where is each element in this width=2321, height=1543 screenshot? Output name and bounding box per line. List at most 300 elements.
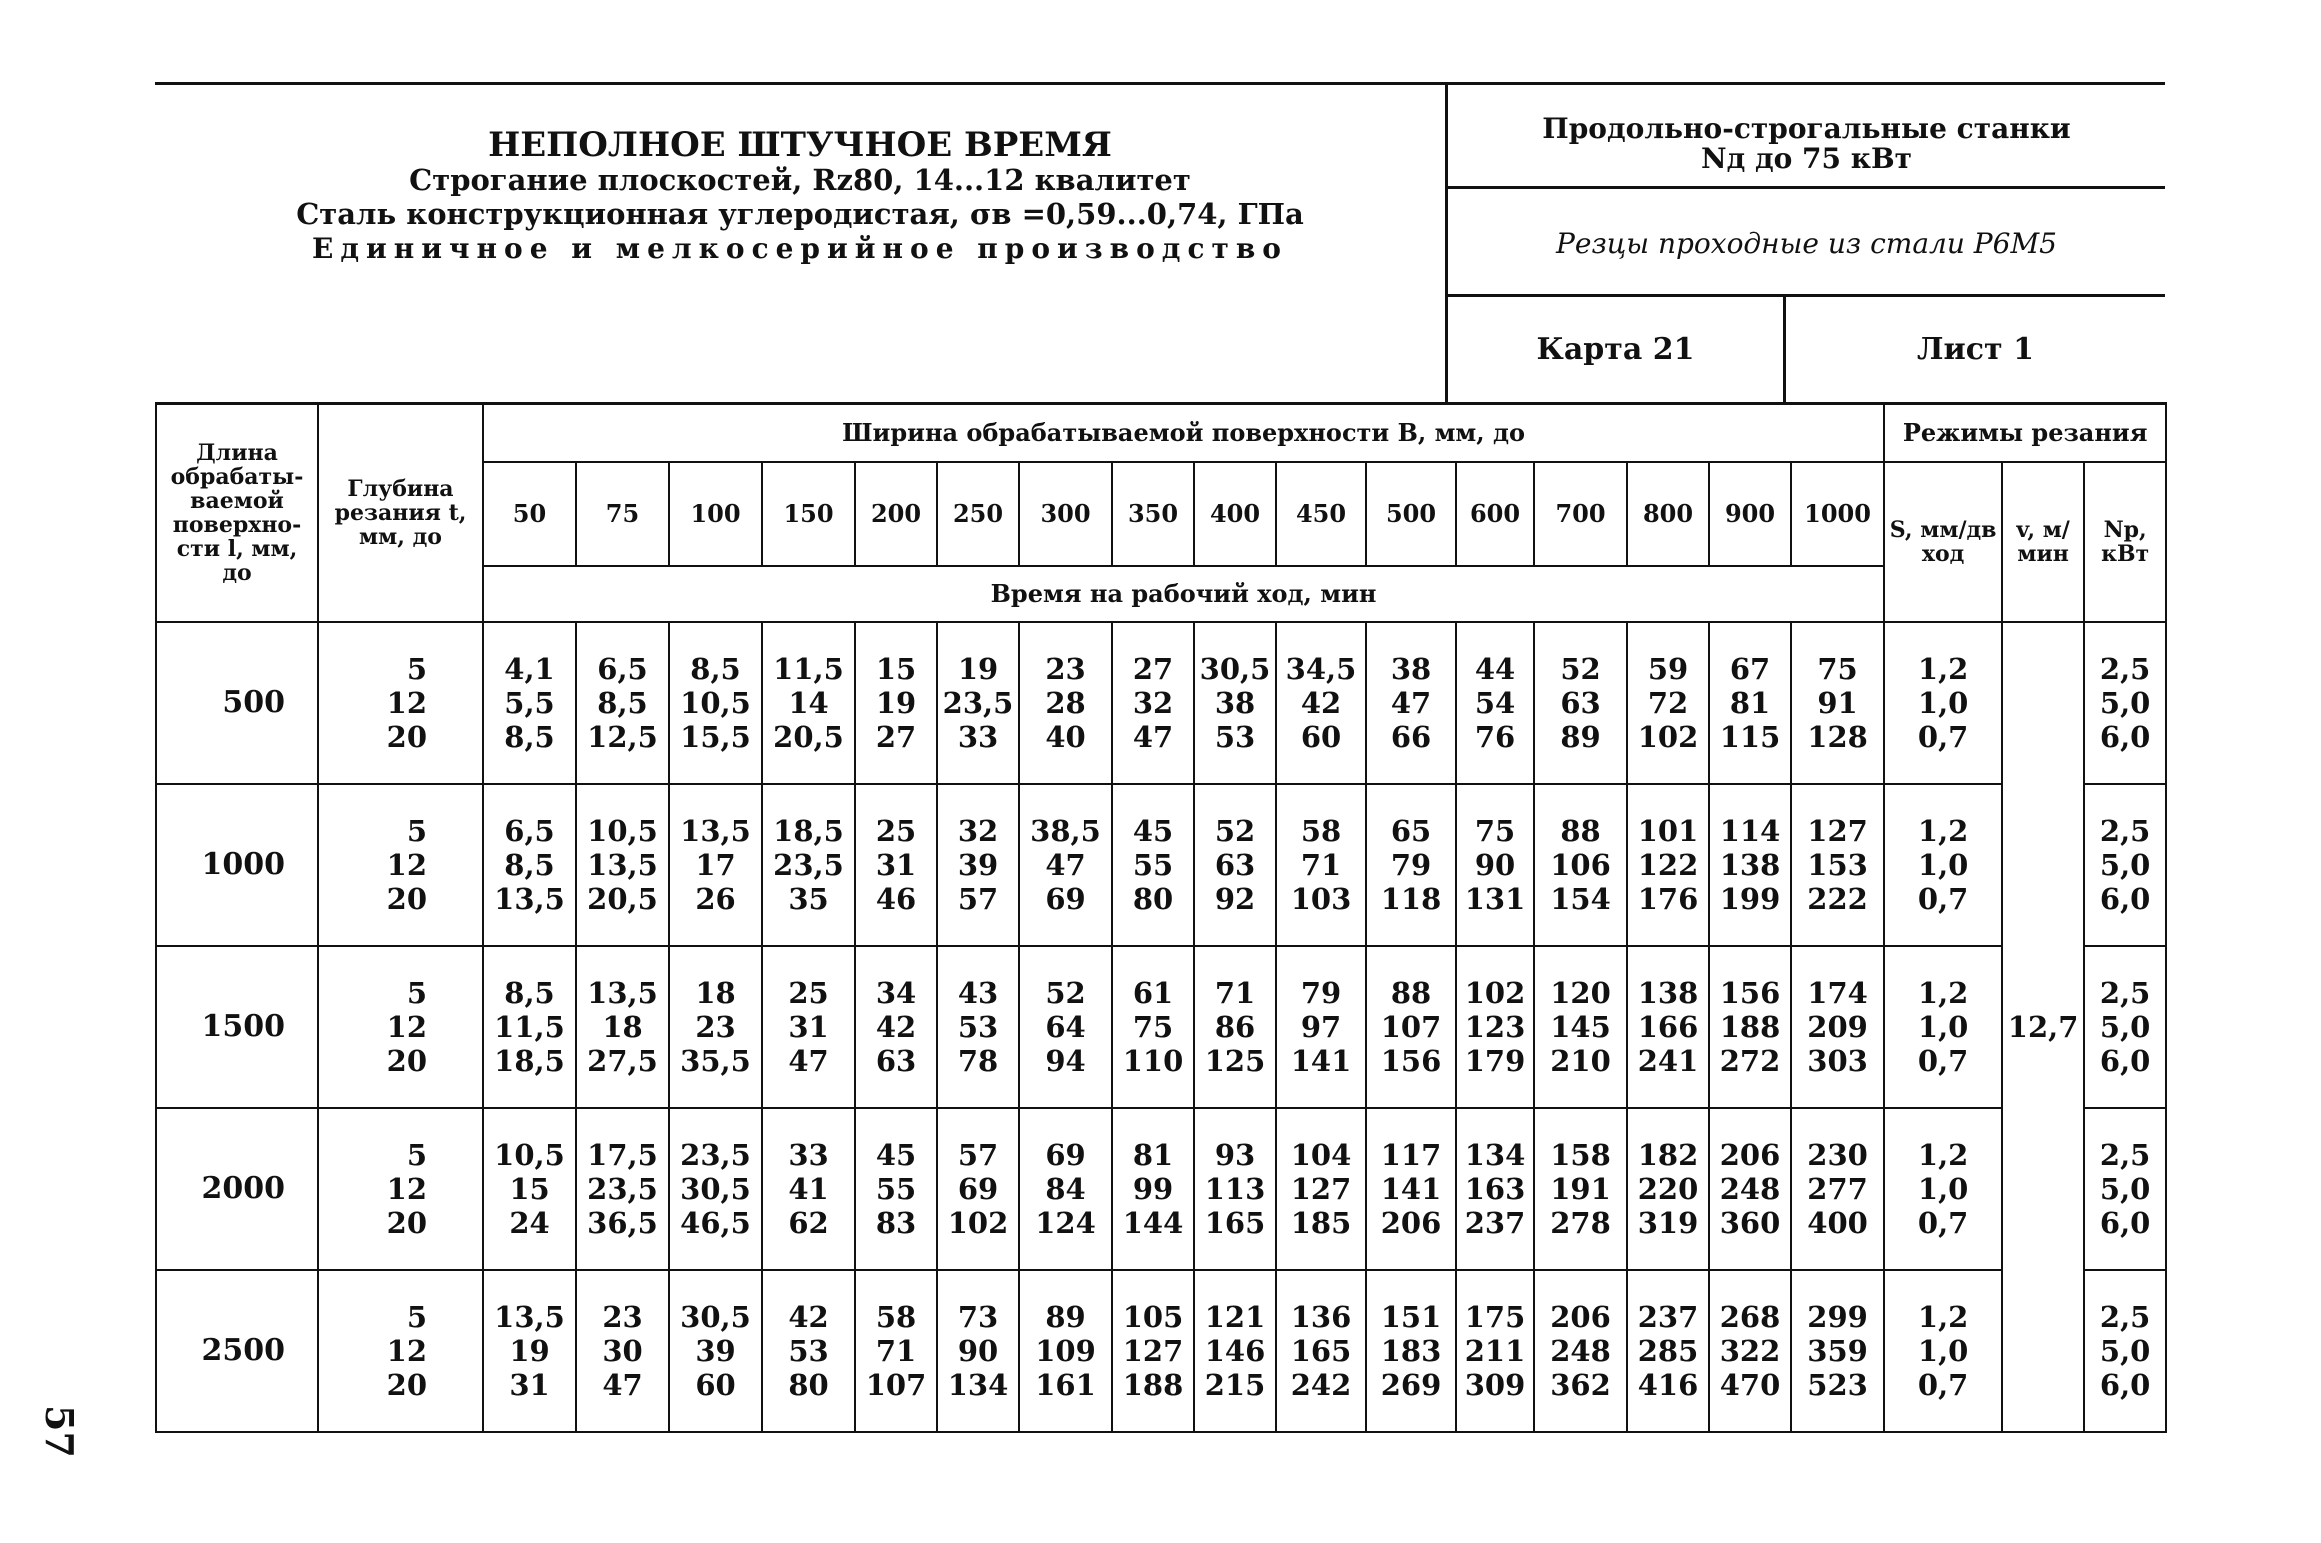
card-sheet-row [1448, 297, 2165, 402]
time-cell [1366, 622, 1456, 784]
table-row [156, 1108, 2166, 1270]
time-cell [762, 1108, 855, 1270]
time-cell-line: 23,5 [587, 1171, 658, 1206]
time-cell-line: 72 [1647, 685, 1689, 720]
table-row [156, 784, 2166, 946]
power-cell-line: 5,0 [2099, 685, 2151, 720]
time-cell-line: 120 [1550, 975, 1611, 1010]
time-cell-line: 18,5 [773, 813, 844, 848]
time-cell [1019, 622, 1112, 784]
time-cell [1627, 1270, 1709, 1432]
power-cell-line: 2,5 [2099, 1299, 2151, 1334]
time-cell-line: 55 [1132, 847, 1174, 882]
time-cell-line: 124 [1035, 1205, 1096, 1240]
depth-cell-line: 20 [386, 1043, 427, 1078]
time-cell-line: 28 [1045, 685, 1086, 720]
col-header-length [156, 404, 318, 622]
time-cell-line: 113 [1204, 1171, 1266, 1206]
time-cell-line: 106 [1550, 847, 1611, 882]
time-cell-line: 13,5 [587, 975, 658, 1010]
time-cell-line: 58 [1300, 813, 1342, 848]
page-title: НЕПОЛНОЕ ШТУЧНОЕ ВРЕМЯ [488, 125, 1112, 165]
feed-cell [1884, 1108, 2002, 1270]
time-cell-line: 163 [1464, 1171, 1526, 1206]
power-cell [2084, 622, 2166, 784]
time-cell-line: 11,5 [773, 651, 844, 686]
time-cell-line: 237 [1637, 1299, 1699, 1334]
time-cell [1276, 1108, 1366, 1270]
time-cell-line: 92 [1214, 881, 1256, 916]
time-cell-line: 69 [1045, 881, 1086, 916]
time-cell-line: 15 [875, 651, 917, 686]
time-cell [1366, 784, 1456, 946]
header-line-production: Единичное и мелкосерийное производство [312, 232, 1288, 265]
time-cell-line: 75 [1132, 1009, 1174, 1044]
time-cell-line: 161 [1035, 1367, 1096, 1402]
time-cell-line: 47 [1390, 685, 1432, 720]
time-cell-line: 183 [1380, 1333, 1442, 1368]
time-cell-line: 179 [1464, 1043, 1526, 1078]
time-cell-line: 58 [875, 1299, 917, 1334]
time-cell-line: 15,5 [680, 719, 751, 754]
time-cell [576, 622, 669, 784]
width-col-header: 800 [1627, 462, 1709, 566]
width-col-header: 350 [1112, 462, 1194, 566]
time-cell-line: 84 [1045, 1171, 1086, 1206]
time-cell-line: 145 [1550, 1009, 1611, 1044]
time-cell-line: 71 [1214, 975, 1256, 1010]
time-cell-line: 222 [1807, 881, 1868, 916]
time-cell [1112, 1270, 1194, 1432]
page-number: 57 [37, 1405, 82, 1458]
col-header-length-text: Длина обрабаты-ваемой поверхно-сти l, мм, до [170, 439, 304, 586]
time-cell-line: 400 [1807, 1205, 1868, 1240]
time-cell-line: 12,5 [587, 719, 658, 754]
power-cell-line: 5,0 [2099, 1333, 2151, 1368]
time-cell-line: 8,5 [690, 651, 741, 686]
time-cell-line: 103 [1290, 881, 1352, 916]
time-cell-line: 11,5 [494, 1009, 565, 1044]
time-cell-line: 62 [788, 1205, 829, 1240]
time-cell-line: 131 [1464, 881, 1526, 916]
time-cell-line: 88 [1560, 813, 1601, 848]
time-cell [483, 622, 576, 784]
time-cell-line: 52 [1560, 651, 1601, 686]
depth-cell-line: 12 [386, 1009, 427, 1044]
time-cell-line: 299 [1807, 1299, 1868, 1334]
length-cell: 500 [156, 622, 318, 784]
time-cell [762, 784, 855, 946]
time-cell [1709, 622, 1791, 784]
time-cell-line: 57 [957, 1137, 999, 1172]
time-cell-line: 102 [947, 1205, 1009, 1240]
time-cell-line: 211 [1464, 1333, 1526, 1368]
time-cell [855, 946, 937, 1108]
time-cell-line: 15 [509, 1171, 550, 1206]
feed-cell-line: 0,7 [1917, 1043, 1969, 1078]
feed-cell-line: 1,2 [1917, 651, 1969, 686]
time-cell-line: 359 [1807, 1333, 1868, 1368]
time-cell-line: 71 [875, 1333, 917, 1368]
time-cell-line: 206 [1380, 1205, 1442, 1240]
time-cell [762, 946, 855, 1108]
time-cell [1194, 946, 1276, 1108]
width-col-header: 900 [1709, 462, 1791, 566]
time-cell-line: 42 [788, 1299, 829, 1334]
time-cell-line: 362 [1550, 1367, 1611, 1402]
time-cell-line: 63 [1560, 685, 1601, 720]
time-cell-line: 18,5 [494, 1043, 565, 1078]
time-cell-line: 80 [1132, 881, 1174, 916]
time-cell-line: 30,5 [680, 1299, 751, 1334]
time-cell-line: 127 [1807, 813, 1868, 848]
depth-cell-line: 20 [386, 1367, 427, 1402]
time-cell [1627, 622, 1709, 784]
feed-cell-line: 1,0 [1917, 1009, 1969, 1044]
tool-info: Резцы проходные из стали Р6М5 [1448, 189, 2165, 297]
time-cell-line: 32 [957, 813, 999, 848]
time-cell-line: 38 [1214, 685, 1256, 720]
time-cell [1709, 1270, 1791, 1432]
time-cell-line: 23 [695, 1009, 736, 1044]
time-cell-line: 115 [1719, 719, 1781, 754]
time-cell-line: 52 [1214, 813, 1256, 848]
col-header-v: v, м/ мин [2002, 462, 2084, 622]
time-cell-line: 188 [1122, 1367, 1184, 1402]
time-cell-line: 35,5 [680, 1043, 751, 1078]
power-cell [2084, 946, 2166, 1108]
time-cell-line: 38,5 [1030, 813, 1101, 848]
time-cell [1112, 622, 1194, 784]
power-cell [2084, 784, 2166, 946]
time-cell-line: 41 [788, 1171, 829, 1206]
depth-cell-line: 5 [406, 975, 427, 1010]
time-cell-line: 34 [875, 975, 917, 1010]
time-cell-line: 127 [1290, 1171, 1352, 1206]
time-cell-line: 191 [1550, 1171, 1611, 1206]
width-col-header: 450 [1276, 462, 1366, 566]
time-cell-line: 277 [1807, 1171, 1868, 1206]
time-cell-line: 278 [1550, 1205, 1611, 1240]
time-cell [483, 1270, 576, 1432]
width-col-header: 50 [483, 462, 576, 566]
time-cell-line: 13,5 [587, 847, 658, 882]
time-cell [1276, 622, 1366, 784]
depth-cell-line: 5 [406, 1137, 427, 1172]
time-cell [855, 1270, 937, 1432]
time-cell-line: 59 [1647, 651, 1689, 686]
time-cell-line: 52 [1045, 975, 1086, 1010]
time-cell-line: 66 [1390, 719, 1432, 754]
time-cell-line: 23 [1045, 651, 1086, 686]
time-cell-line: 117 [1380, 1137, 1442, 1172]
time-cell-line: 523 [1807, 1367, 1868, 1402]
time-cell [1709, 784, 1791, 946]
time-cell-line: 24 [509, 1205, 550, 1240]
time-cell-line: 128 [1807, 719, 1868, 754]
power-cell-line: 5,0 [2099, 1009, 2151, 1044]
time-cell-line: 42 [1300, 685, 1342, 720]
feed-cell [1884, 784, 2002, 946]
time-cell-line: 19 [957, 651, 999, 686]
power-cell-line: 6,0 [2099, 1043, 2151, 1078]
time-cell-line: 156 [1719, 975, 1781, 1010]
time-cell [1276, 1270, 1366, 1432]
time-cell-line: 73 [957, 1299, 999, 1334]
time-cell-line: 114 [1719, 813, 1781, 848]
feed-cell-line: 1,0 [1917, 1333, 1969, 1368]
time-cell-line: 53 [1214, 719, 1256, 754]
time-cell [1791, 784, 1884, 946]
time-cell-line: 151 [1380, 1299, 1442, 1334]
time-cell [1791, 622, 1884, 784]
length-cell: 2000 [156, 1108, 318, 1270]
time-cell-line: 47 [602, 1367, 643, 1402]
time-cell-line: 60 [695, 1367, 736, 1402]
time-cell [1194, 1108, 1276, 1270]
feed-cell-line: 1,0 [1917, 847, 1969, 882]
time-cell-line: 13,5 [494, 881, 565, 916]
time-cell-line: 90 [1474, 847, 1516, 882]
depth-cell-line: 20 [386, 881, 427, 916]
width-col-header: 100 [669, 462, 762, 566]
time-cell-line: 19 [509, 1333, 550, 1368]
time-cell-line: 237 [1464, 1205, 1526, 1240]
width-col-header: 150 [762, 462, 855, 566]
time-cell-line: 107 [1380, 1009, 1442, 1044]
feed-cell-line: 1,2 [1917, 1299, 1969, 1334]
time-cell [669, 1108, 762, 1270]
time-cell-line: 43 [957, 975, 999, 1010]
time-cell-line: 25 [788, 975, 829, 1010]
time-cell-line: 32 [1132, 685, 1174, 720]
time-cell [1456, 1108, 1534, 1270]
time-cell-line: 165 [1204, 1205, 1266, 1240]
time-cell-line: 61 [1132, 975, 1174, 1010]
width-col-header: 75 [576, 462, 669, 566]
depth-cell-line: 12 [386, 1333, 427, 1368]
header-line-material: Сталь конструкционная углеродистая, σв =0,59...0,74, ГПа [296, 197, 1304, 231]
time-cell [1456, 946, 1534, 1108]
time-cell [1709, 946, 1791, 1108]
time-cell-line: 158 [1550, 1137, 1611, 1172]
depth-cell [318, 1270, 483, 1432]
time-cell-line: 175 [1464, 1299, 1526, 1334]
time-cell-line: 123 [1464, 1009, 1526, 1044]
time-cell-line: 122 [1637, 847, 1699, 882]
time-cell-line: 166 [1637, 1009, 1699, 1044]
power-cell-line: 2,5 [2099, 651, 2151, 686]
time-cell [1112, 946, 1194, 1108]
time-cell-line: 220 [1637, 1171, 1699, 1206]
time-cell [1627, 1108, 1709, 1270]
feed-cell-line: 1,2 [1917, 975, 1969, 1010]
time-cell [1456, 1270, 1534, 1432]
time-header: Время на рабочий ход, мин [483, 566, 1884, 622]
time-cell [1366, 1270, 1456, 1432]
time-cell-line: 8,5 [504, 975, 555, 1010]
time-cell-line: 107 [865, 1367, 927, 1402]
time-cell-line: 36,5 [587, 1205, 658, 1240]
time-cell-line: 141 [1380, 1171, 1442, 1206]
time-cell-line: 6,5 [597, 651, 648, 686]
speed-cell: 12,7 [2002, 622, 2084, 1432]
time-cell-line: 210 [1550, 1043, 1611, 1078]
time-cell-line: 10,5 [680, 685, 751, 720]
time-cell-line: 102 [1464, 975, 1526, 1010]
time-cell [483, 946, 576, 1108]
time-cell-line: 105 [1122, 1299, 1184, 1334]
time-cell [1456, 784, 1534, 946]
time-cell-line: 319 [1637, 1205, 1699, 1240]
time-cell-line: 20,5 [587, 881, 658, 916]
width-col-header: 400 [1194, 462, 1276, 566]
time-cell-line: 10,5 [494, 1137, 565, 1172]
power-cell-line: 2,5 [2099, 975, 2151, 1010]
time-cell-line: 146 [1204, 1333, 1266, 1368]
width-col-header: 300 [1019, 462, 1112, 566]
time-cell-line: 89 [1560, 719, 1601, 754]
time-cell-line: 156 [1380, 1043, 1442, 1078]
time-cell-line: 134 [1464, 1137, 1526, 1172]
time-cell-line: 86 [1214, 1009, 1256, 1044]
time-cell [1709, 1108, 1791, 1270]
time-cell-line: 125 [1204, 1043, 1266, 1078]
width-header: Ширина обрабатываемой поверхности B, мм, до [483, 404, 1884, 462]
time-cell-line: 79 [1300, 975, 1342, 1010]
time-cell [1194, 784, 1276, 946]
time-cell [762, 622, 855, 784]
depth-cell-line: 5 [406, 813, 427, 848]
time-cell-line: 31 [788, 1009, 829, 1044]
time-cell-line: 80 [788, 1367, 829, 1402]
time-cell [937, 1108, 1019, 1270]
time-cell [1534, 784, 1627, 946]
depth-cell-line: 5 [406, 651, 427, 686]
time-cell [1112, 784, 1194, 946]
time-cell-line: 23,5 [942, 685, 1014, 720]
time-cell [576, 1108, 669, 1270]
time-cell-line: 248 [1550, 1333, 1611, 1368]
feed-cell-line: 1,2 [1917, 1137, 1969, 1172]
time-cell-line: 165 [1290, 1333, 1352, 1368]
time-cell-line: 121 [1204, 1299, 1266, 1334]
time-cell [937, 622, 1019, 784]
feed-cell-line: 1,0 [1917, 685, 1969, 720]
time-cell [1791, 1108, 1884, 1270]
time-cell-line: 206 [1550, 1299, 1611, 1334]
time-cell-line: 102 [1637, 719, 1699, 754]
time-cell [669, 784, 762, 946]
time-cell-line: 136 [1290, 1299, 1352, 1334]
time-cell-line: 153 [1807, 847, 1868, 882]
depth-cell-line: 12 [386, 847, 427, 882]
time-cell-line: 188 [1719, 1009, 1781, 1044]
time-cell-line: 322 [1719, 1333, 1781, 1368]
time-cell-line: 242 [1290, 1367, 1352, 1402]
time-cell-line: 71 [1300, 847, 1342, 882]
modes-header: Режимы резания [1884, 404, 2166, 462]
time-cell-line: 30 [602, 1333, 643, 1368]
time-cell-line: 416 [1637, 1367, 1699, 1402]
header-info-block [1445, 82, 2165, 405]
time-cell-line: 30,5 [680, 1171, 751, 1206]
time-cell-line: 27 [1132, 651, 1174, 686]
time-cell-line: 38 [1390, 651, 1432, 686]
time-cell-line: 33 [788, 1137, 829, 1172]
time-cell [669, 946, 762, 1108]
time-cell-line: 30,5 [1199, 651, 1271, 686]
time-cell-line: 88 [1390, 975, 1432, 1010]
feed-cell [1884, 622, 2002, 784]
time-cell [669, 622, 762, 784]
time-cell [1019, 946, 1112, 1108]
time-cell-line: 31 [875, 847, 917, 882]
depth-cell-line: 12 [386, 685, 427, 720]
time-cell-line: 230 [1807, 1137, 1868, 1172]
time-cell-line: 40 [1045, 719, 1086, 754]
time-cell [1019, 1270, 1112, 1432]
col-header-depth [318, 404, 483, 622]
time-cell-line: 54 [1474, 685, 1516, 720]
width-col-header: 200 [855, 462, 937, 566]
time-cell-line: 63 [875, 1043, 917, 1078]
time-cell [669, 1270, 762, 1432]
time-cell-line: 248 [1719, 1171, 1781, 1206]
time-cell-line: 8,5 [504, 847, 555, 882]
time-cell-line: 31 [509, 1367, 550, 1402]
time-cell-line: 470 [1719, 1367, 1781, 1402]
time-cell-line: 53 [957, 1009, 999, 1044]
machine-type: Продольно-строгальные станки [1542, 112, 2071, 145]
time-cell [1194, 622, 1276, 784]
time-cell-line: 268 [1719, 1299, 1781, 1334]
time-cell [1456, 622, 1534, 784]
time-cell [937, 946, 1019, 1108]
time-cell-line: 81 [1132, 1137, 1174, 1172]
time-cell-line: 118 [1380, 881, 1442, 916]
time-cell [1112, 1108, 1194, 1270]
time-cell [1791, 946, 1884, 1108]
time-cell-line: 64 [1045, 1009, 1086, 1044]
time-cell-line: 53 [788, 1333, 829, 1368]
time-cell-line: 6,5 [504, 813, 555, 848]
depth-cell-line: 12 [386, 1171, 427, 1206]
time-cell-line: 182 [1637, 1137, 1699, 1172]
time-cell-line: 39 [695, 1333, 736, 1368]
time-cell-line: 110 [1122, 1043, 1184, 1078]
feed-cell-line: 1,2 [1917, 813, 1969, 848]
time-cell-line: 81 [1729, 685, 1771, 720]
time-cell-line: 109 [1035, 1333, 1096, 1368]
time-cell-line: 272 [1719, 1043, 1781, 1078]
time-cell-line: 134 [947, 1367, 1009, 1402]
time-cell-line: 138 [1719, 847, 1781, 882]
time-cell-line: 78 [957, 1043, 999, 1078]
time-cell [1366, 1108, 1456, 1270]
time-cell-line: 27,5 [587, 1043, 658, 1078]
time-cell [1534, 1270, 1627, 1432]
feed-cell-line: 1,0 [1917, 1171, 1969, 1206]
time-cell-line: 35 [788, 881, 829, 916]
time-cell [937, 1270, 1019, 1432]
time-cell-line: 8,5 [504, 719, 555, 754]
time-cell [483, 1108, 576, 1270]
time-cell [1276, 946, 1366, 1108]
power-cell [2084, 1270, 2166, 1432]
time-cell-line: 269 [1380, 1367, 1442, 1402]
time-cell-line: 17 [695, 847, 736, 882]
